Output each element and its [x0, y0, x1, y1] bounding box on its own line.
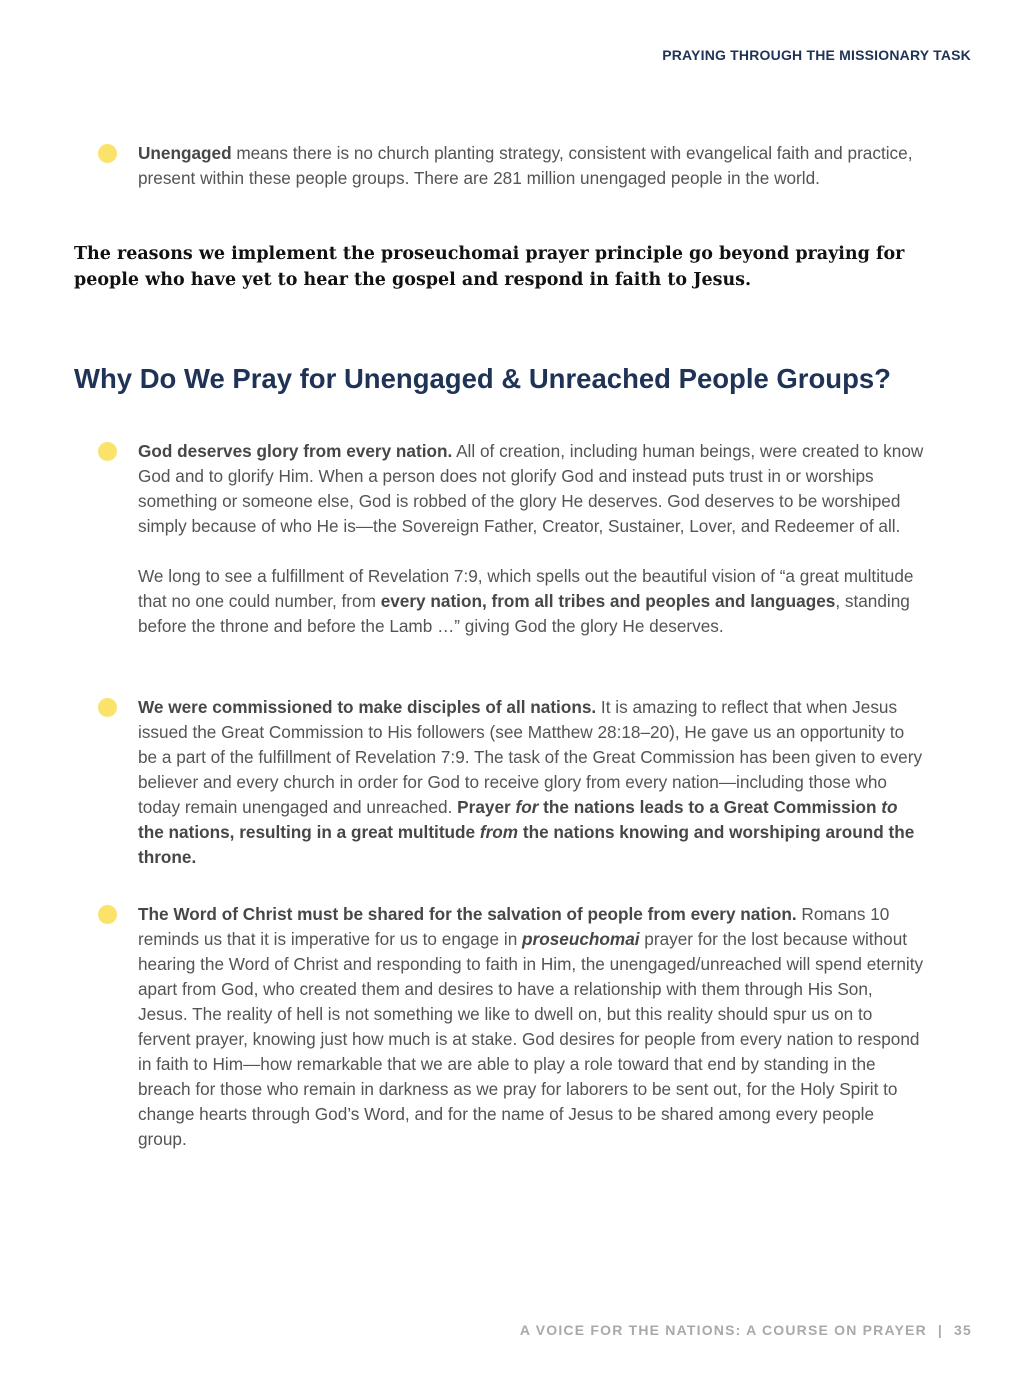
bullet-text: Unengaged means there is no church planting strategy, consistent with evangelical faith and practice, present within these people groups. There are 281 million unengaged people in the world.: [138, 143, 913, 188]
footer-book-title: A VOICE FOR THE NATIONS: A COURSE ON PRAYER: [519, 1322, 927, 1338]
bullet-glory: [138, 439, 924, 639]
bullet-term: Unengaged: [138, 143, 232, 163]
page-footer: [520, 1322, 972, 1338]
footer-separator: |: [937, 1322, 944, 1338]
bullet-dot-icon: [98, 905, 117, 924]
bullet-dot-icon: [98, 698, 117, 717]
bullet-word-of-christ: [138, 902, 924, 1152]
bullet-commission: [138, 695, 924, 870]
bullet-paragraph: God deserves glory from every nation. All of creation, including human beings, were created to know God and to glorify Him. When a person does not glorify God and instead puts trust in or worships something or someone else, God is robbed of the glory He deserves. God deserves to be worshiped simply because of who He is—the Sovereign Father, Creator, Sustainer, Lover, and Redeemer of all.: [138, 441, 924, 536]
running-header: PRAYING THROUGH THE MISSIONARY TASK: [662, 47, 971, 63]
bullet-paragraph: The Word of Christ must be shared for the salvation of people from every nation. Romans 10 reminds us that it is imperative for us to engage in proseuchomai prayer for the lost because without hearing the Word of Christ and responding to faith in Him, the unengaged/unreached will spend eternity apart from God, who created them and desires to have a relationship with them through His Son, Jesus. The reality of hell is not something we like to dwell on, but this reality should spur us on to fervent prayer, knowing just how much is at stake. God desires for people from every nation to respond in faith to Him—how remarkable that we are able to play a role toward that end by standing in the breach for those who remain in darkness as we pray for laborers to be sent out, for the Holy Spirit to change hearts through God’s Word, and for the name of Jesus to be shared among every people group.: [138, 904, 924, 1149]
bullet-lead: We were commissioned to make disciples of all nations.: [138, 697, 597, 717]
section-heading: Why Do We Pray for Unengaged & Unreached People Groups?: [74, 363, 891, 394]
reasons-statement: The reasons we implement the proseuchomai prayer principle go beyond praying for people who have yet to hear the gospel and respond in faith to Jesus.: [74, 244, 905, 290]
bullet-dot-icon: [98, 144, 117, 163]
bullet-unengaged: [138, 141, 924, 191]
bullet-dot-icon: [98, 442, 117, 461]
bullet-lead: God deserves glory from every nation.: [138, 441, 453, 461]
bullet-paragraph: We were commissioned to make disciples of all nations. It is amazing to reflect that when Jesus issued the Great Commission to His followers (see Matthew 28:18–20), He gave us an opportunity to be a part of the fulfillment of Revelation 7:9. The task of the Great Commission has been given to every believer and every church in order for God to receive glory from every nation—including those who today remain unengaged and unreached. Prayer for the nations leads to a Great Commission to the nations, resulting in a great multitude from the nations knowing and worshiping around the throne.: [138, 697, 923, 867]
bullet-paragraph: We long to see a fulfillment of Revelation 7:9, which spells out the beautiful vision of “a great multitude that no one could number, from every nation, from all tribes and peoples and languages, standing before the throne and before the Lamb …” giving God the glory He deserves.: [138, 566, 914, 636]
bullet-lead: The Word of Christ must be shared for the salvation of people from every nation.: [138, 904, 797, 924]
page-number: 35: [954, 1322, 972, 1338]
